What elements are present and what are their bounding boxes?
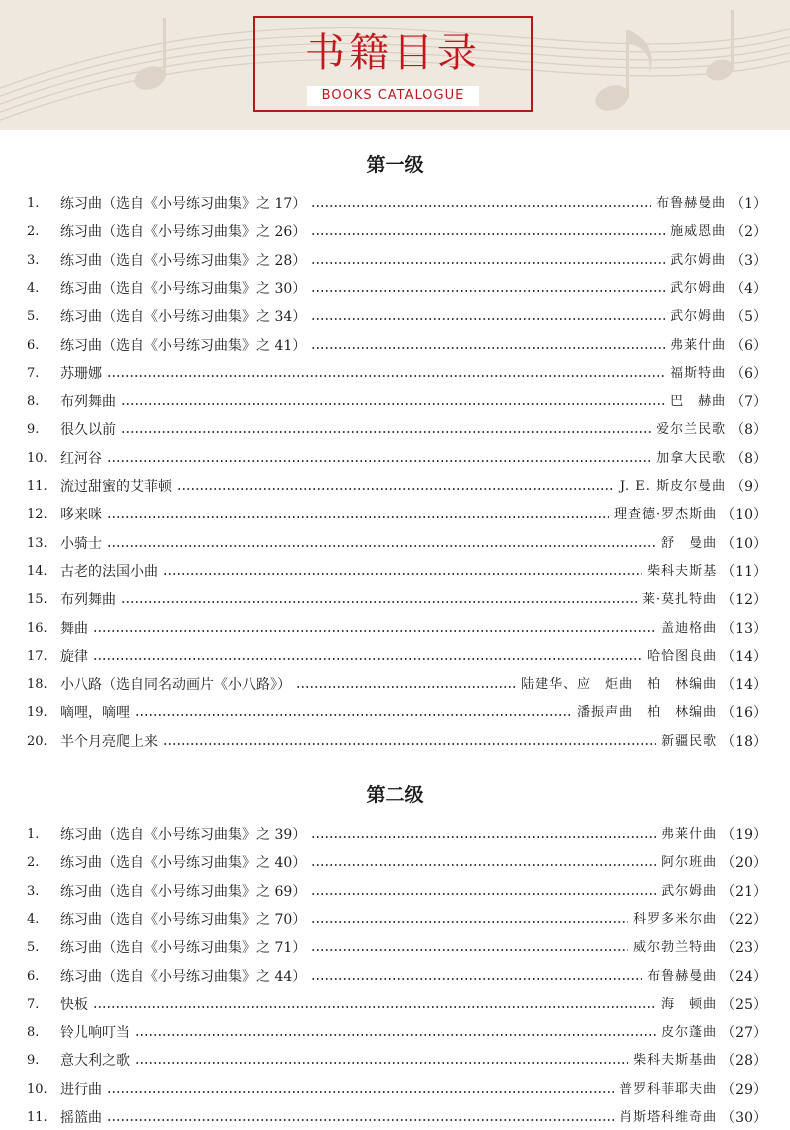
entry-composer: 阿尔班曲 bbox=[661, 855, 718, 871]
dot-leader bbox=[311, 277, 665, 301]
entry-title: 快板 bbox=[60, 996, 88, 1013]
entry-number: 1. bbox=[27, 196, 40, 211]
toc-entry bbox=[27, 673, 767, 697]
toc-entry bbox=[27, 220, 767, 244]
entry-composer: 武尔姆曲 bbox=[661, 883, 718, 899]
toc-entry bbox=[27, 1106, 767, 1130]
entry-number: 19. bbox=[27, 705, 48, 721]
toc-entry bbox=[27, 503, 767, 527]
toc-entry bbox=[27, 362, 767, 386]
dot-leader bbox=[311, 823, 656, 847]
entry-composer: J. E. 斯皮尔曼曲 bbox=[619, 479, 727, 494]
entry-page-number: （11） bbox=[721, 563, 767, 580]
entry-number: 5. bbox=[27, 940, 40, 956]
dot-leader bbox=[163, 730, 656, 754]
entry-composer: 武尔姆曲 bbox=[670, 252, 727, 268]
dot-leader bbox=[107, 447, 651, 471]
level-1-heading: 第一级 bbox=[366, 154, 424, 176]
dot-leader bbox=[107, 532, 656, 556]
entry-title: 小骑士 bbox=[60, 535, 102, 552]
toc-entry bbox=[27, 851, 767, 875]
entry-title: 很久以前 bbox=[60, 422, 116, 439]
entry-title: 练习曲（选自《小号练习曲集》之 44） bbox=[60, 968, 307, 985]
entry-number: 6. bbox=[27, 337, 40, 353]
entry-number: 17. bbox=[27, 648, 48, 664]
entry-composer: 威尔勃兰特曲 bbox=[633, 940, 718, 956]
dot-leader bbox=[121, 588, 637, 612]
entry-page-number: （25） bbox=[721, 996, 767, 1013]
entry-composer: 海 顿曲 bbox=[661, 996, 718, 1012]
toc-entry bbox=[27, 730, 767, 754]
entry-title: 布列舞曲 bbox=[60, 592, 116, 609]
entry-number: 3. bbox=[27, 883, 40, 899]
dot-leader bbox=[163, 560, 642, 584]
toc-entry bbox=[27, 1021, 767, 1045]
toc-entry bbox=[27, 617, 767, 641]
entry-title: 练习曲（选自《小号练习曲集》之 39） bbox=[60, 827, 307, 843]
toc-entry bbox=[27, 334, 767, 358]
entry-page-number: （18） bbox=[721, 733, 767, 750]
entry-title: 舞曲 bbox=[60, 620, 88, 637]
entry-number: 9. bbox=[27, 422, 40, 438]
entry-number: 9. bbox=[27, 1053, 40, 1069]
entry-number: 10. bbox=[27, 1081, 48, 1097]
toc-entry bbox=[27, 993, 767, 1017]
entry-composer: 舒 曼曲 bbox=[661, 535, 718, 551]
entry-number: 3. bbox=[27, 252, 40, 268]
entry-composer: 布鲁赫曼曲 bbox=[656, 196, 727, 211]
entry-page-number: （14） bbox=[721, 648, 767, 665]
entry-number: 16. bbox=[27, 620, 48, 636]
entry-page-number: （6） bbox=[730, 365, 767, 382]
entry-composer: 陆建华、应 炬曲 柏 林编曲 bbox=[521, 677, 718, 693]
entry-page-number: （5） bbox=[730, 309, 767, 326]
entry-composer: 理查德·罗杰斯曲 bbox=[614, 507, 718, 523]
entry-composer: 武尔姆曲 bbox=[670, 280, 727, 296]
entry-page-number: （21） bbox=[721, 883, 767, 900]
entry-number: 15. bbox=[27, 592, 48, 608]
entry-page-number: （29） bbox=[721, 1081, 767, 1098]
toc-entry bbox=[27, 532, 767, 556]
toc-entry bbox=[27, 823, 767, 847]
entry-page-number: （7） bbox=[730, 394, 767, 411]
toc-entry bbox=[27, 936, 767, 960]
toc-entry bbox=[27, 1049, 767, 1073]
entry-title: 摇篮曲 bbox=[60, 1110, 102, 1126]
entry-page-number: （2） bbox=[730, 224, 767, 241]
entry-page-number: （3） bbox=[730, 252, 767, 269]
entry-composer: 柴科夫斯基 bbox=[647, 563, 718, 579]
dot-leader bbox=[311, 334, 665, 358]
entry-number: 11. bbox=[27, 1110, 48, 1125]
dot-leader bbox=[311, 851, 656, 875]
entry-title: 布列舞曲 bbox=[60, 394, 116, 411]
toc-entry bbox=[27, 588, 767, 612]
entry-number: 20. bbox=[27, 733, 48, 749]
catalogue-title-frame bbox=[253, 16, 533, 112]
entry-number: 7. bbox=[27, 996, 40, 1012]
entry-number: 12. bbox=[27, 507, 48, 523]
entry-title: 练习曲（选自《小号练习曲集》之 17） bbox=[60, 196, 307, 212]
entry-page-number: （24） bbox=[721, 968, 767, 985]
entry-number: 11. bbox=[27, 479, 48, 494]
entry-title: 练习曲（选自《小号练习曲集》之 34） bbox=[60, 309, 307, 326]
entry-title: 小八路（选自同名动画片《小八路》） bbox=[60, 677, 291, 694]
entry-composer: 加拿大民歌 bbox=[656, 450, 727, 466]
toc-entry bbox=[27, 560, 767, 584]
entry-composer: 潘振声曲 柏 林编曲 bbox=[577, 705, 718, 721]
toc-entry bbox=[27, 277, 767, 301]
entry-composer: 皮尔蓬曲 bbox=[661, 1025, 718, 1041]
entry-page-number: （23） bbox=[721, 940, 767, 957]
dot-leader bbox=[107, 1106, 614, 1130]
toc-entry bbox=[27, 475, 767, 499]
page-title: 书籍目录 bbox=[305, 30, 481, 76]
entry-title: 进行曲 bbox=[60, 1081, 102, 1098]
entry-title: 嘀哩，嘀哩 bbox=[60, 705, 130, 722]
entry-page-number: （30） bbox=[721, 1110, 767, 1126]
dot-leader bbox=[177, 475, 615, 499]
entry-page-number: （9） bbox=[730, 479, 767, 495]
entry-page-number: （12） bbox=[721, 592, 767, 609]
entry-number: 14. bbox=[27, 563, 48, 579]
entry-number: 5. bbox=[27, 309, 40, 325]
toc-entry bbox=[27, 701, 767, 725]
dot-leader bbox=[93, 993, 656, 1017]
dot-leader bbox=[311, 249, 665, 273]
entry-composer: 科罗多米尔曲 bbox=[633, 911, 718, 927]
level-2-heading: 第二级 bbox=[366, 784, 424, 806]
entry-number: 2. bbox=[27, 855, 40, 871]
dot-leader bbox=[311, 305, 665, 329]
entry-title: 练习曲（选自《小号练习曲集》之 28） bbox=[60, 252, 307, 269]
entry-number: 8. bbox=[27, 1025, 40, 1041]
entry-composer: 弗莱什曲 bbox=[661, 827, 718, 842]
entry-composer: 莱·莫扎特曲 bbox=[642, 592, 718, 608]
dot-leader bbox=[121, 390, 665, 414]
entry-composer: 福斯特曲 bbox=[670, 365, 727, 381]
entry-number: 10. bbox=[27, 450, 48, 466]
toc-entry bbox=[27, 447, 767, 471]
entry-page-number: （20） bbox=[721, 855, 767, 872]
entry-composer: 布鲁赫曼曲 bbox=[647, 968, 718, 984]
toc-entry bbox=[27, 645, 767, 669]
entry-page-number: （27） bbox=[721, 1025, 767, 1042]
dot-leader bbox=[311, 908, 628, 932]
toc-entry bbox=[27, 908, 767, 932]
entry-composer: 武尔姆曲 bbox=[670, 309, 727, 325]
entry-number: 6. bbox=[27, 968, 40, 984]
entry-page-number: （28） bbox=[721, 1053, 767, 1070]
entry-page-number: （10） bbox=[721, 507, 767, 524]
entry-page-number: （6） bbox=[730, 337, 767, 354]
dot-leader bbox=[121, 418, 651, 442]
entry-page-number: （19） bbox=[721, 827, 767, 843]
entry-title: 流过甜蜜的艾菲顿 bbox=[60, 479, 172, 495]
dot-leader bbox=[311, 936, 628, 960]
entry-composer: 爱尔兰民歌 bbox=[656, 422, 727, 438]
entry-title: 练习曲（选自《小号练习曲集》之 40） bbox=[60, 855, 307, 872]
toc-entry bbox=[27, 249, 767, 273]
entry-page-number: （10） bbox=[721, 535, 767, 552]
dot-leader bbox=[107, 362, 665, 386]
entry-title: 苏珊娜 bbox=[60, 365, 102, 382]
dot-leader bbox=[311, 880, 656, 904]
entry-number: 4. bbox=[27, 911, 40, 927]
entry-page-number: （1） bbox=[730, 196, 767, 212]
entry-page-number: （13） bbox=[721, 620, 767, 637]
entry-title: 红河谷 bbox=[60, 450, 102, 467]
entry-page-number: （22） bbox=[721, 911, 767, 928]
entry-number: 4. bbox=[27, 280, 40, 296]
entry-title: 练习曲（选自《小号练习曲集》之 26） bbox=[60, 224, 307, 241]
entry-composer: 施威恩曲 bbox=[670, 224, 727, 240]
entry-page-number: （8） bbox=[730, 422, 767, 439]
dot-leader bbox=[296, 673, 516, 697]
dot-leader bbox=[135, 1049, 628, 1073]
entry-title: 旋律 bbox=[60, 648, 88, 665]
page-subtitle: BOOKS CATALOGUE bbox=[307, 86, 479, 106]
entry-number: 2. bbox=[27, 224, 40, 240]
entry-title: 练习曲（选自《小号练习曲集》之 30） bbox=[60, 280, 307, 297]
entry-composer: 弗莱什曲 bbox=[670, 337, 727, 353]
toc-entry bbox=[27, 1078, 767, 1102]
dot-leader bbox=[311, 220, 665, 244]
toc-entry bbox=[27, 880, 767, 904]
entry-title: 古老的法国小曲 bbox=[60, 563, 158, 580]
entry-composer: 普罗科菲耶夫曲 bbox=[619, 1081, 718, 1097]
entry-number: 13. bbox=[27, 535, 48, 551]
dot-leader bbox=[93, 617, 656, 641]
entry-title: 意大利之歌 bbox=[60, 1053, 130, 1070]
dot-leader bbox=[93, 645, 642, 669]
entry-composer: 新疆民歌 bbox=[661, 733, 718, 749]
entry-title: 练习曲（选自《小号练习曲集》之 71） bbox=[60, 940, 307, 957]
entry-number: 18. bbox=[27, 677, 48, 693]
entry-title: 练习曲（选自《小号练习曲集》之 70） bbox=[60, 911, 307, 928]
toc-entry bbox=[27, 305, 767, 329]
dot-leader bbox=[107, 503, 609, 527]
toc-entry bbox=[27, 192, 767, 216]
dot-leader bbox=[135, 1021, 656, 1045]
entry-page-number: （16） bbox=[721, 705, 767, 722]
entry-composer: 巴 赫曲 bbox=[670, 394, 727, 410]
entry-composer: 哈恰图良曲 bbox=[647, 648, 718, 664]
dot-leader bbox=[311, 965, 642, 989]
toc-entry bbox=[27, 965, 767, 989]
entry-title: 铃儿响叮当 bbox=[60, 1025, 130, 1042]
entry-composer: 盖迪格曲 bbox=[661, 620, 718, 636]
dot-leader bbox=[107, 1078, 614, 1102]
header-banner bbox=[0, 0, 790, 130]
entry-title: 半个月亮爬上来 bbox=[60, 733, 158, 750]
entry-composer: 柴科夫斯基曲 bbox=[633, 1053, 718, 1069]
entry-title: 哆来咪 bbox=[60, 507, 102, 524]
entry-page-number: （8） bbox=[730, 450, 767, 467]
entry-page-number: （4） bbox=[730, 280, 767, 297]
entry-title: 练习曲（选自《小号练习曲集》之 69） bbox=[60, 883, 307, 900]
toc-entry bbox=[27, 390, 767, 414]
entry-page-number: （14） bbox=[721, 677, 767, 694]
entry-number: 8. bbox=[27, 394, 40, 410]
toc-entry bbox=[27, 418, 767, 442]
dot-leader bbox=[311, 192, 651, 216]
dot-leader bbox=[135, 701, 572, 725]
entry-number: 1. bbox=[27, 827, 40, 842]
entry-composer: 肖斯塔科维奇曲 bbox=[619, 1110, 718, 1125]
entry-title: 练习曲（选自《小号练习曲集》之 41） bbox=[60, 337, 307, 354]
entry-number: 7. bbox=[27, 365, 40, 381]
